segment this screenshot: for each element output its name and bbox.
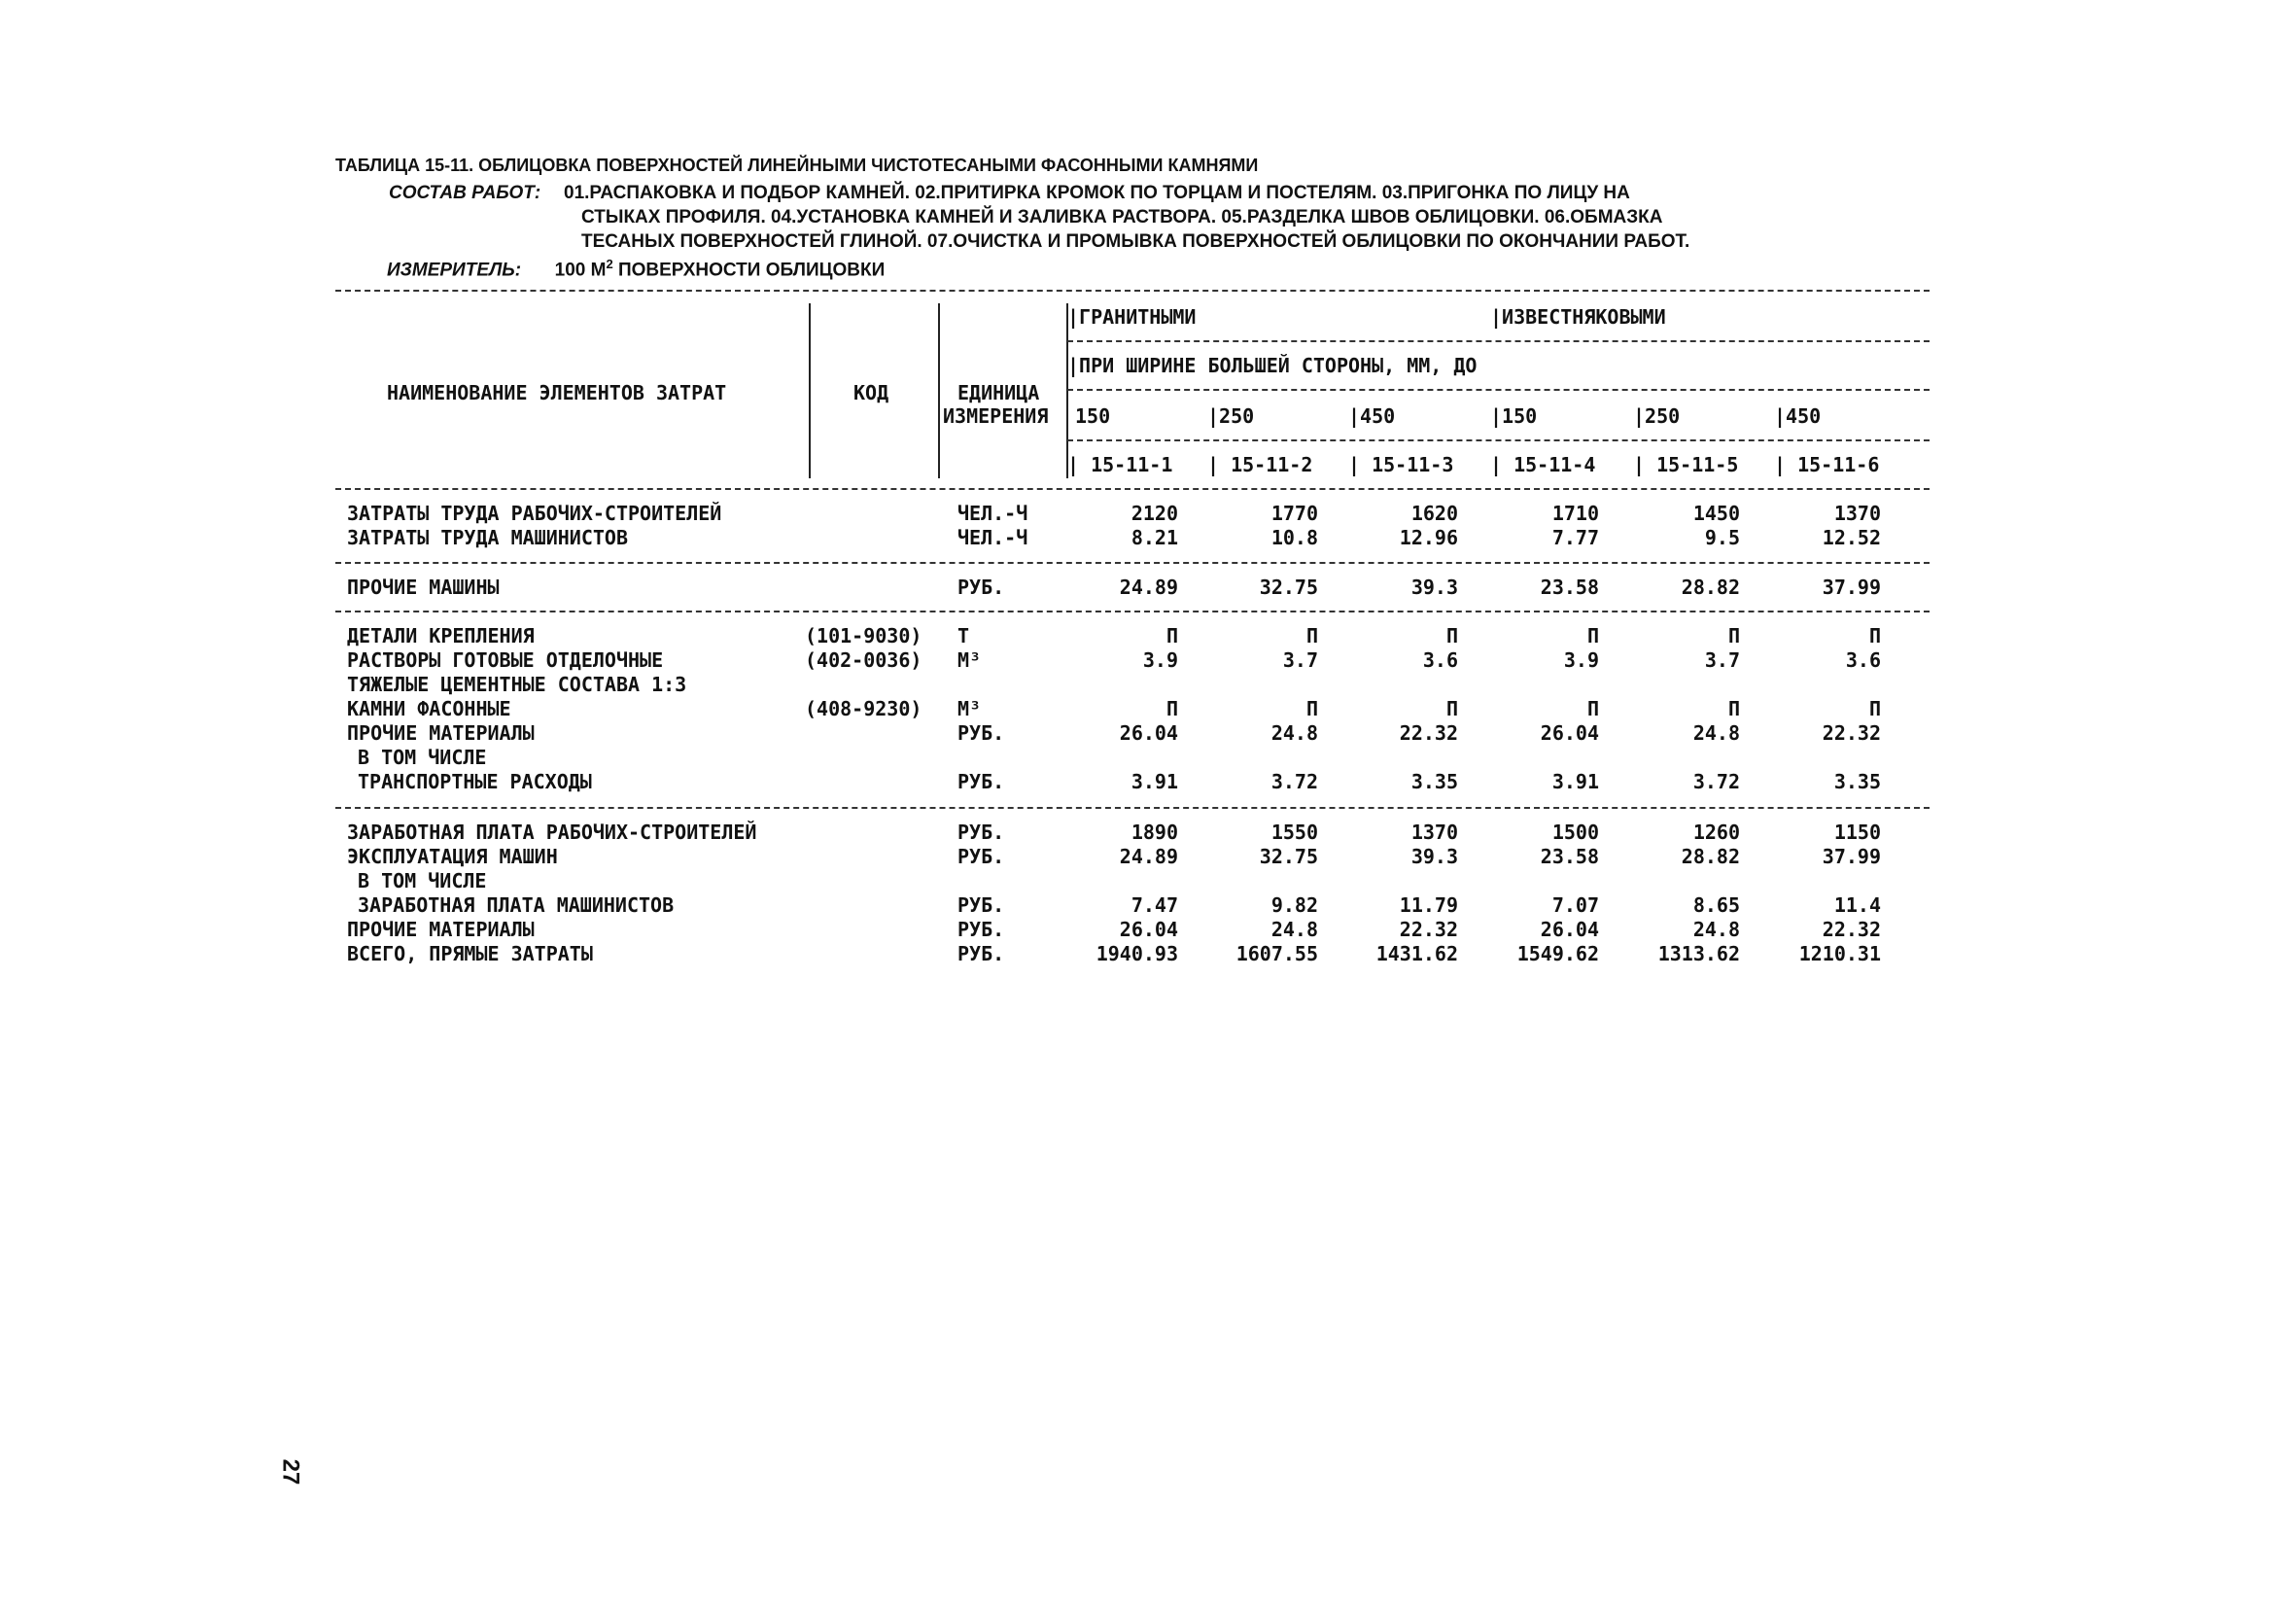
row-value: 1550 bbox=[1270, 821, 1318, 844]
meter-value-post: ПОВЕРХНОСТИ ОБЛИЦОВКИ bbox=[612, 260, 886, 281]
row-value: 22.32 bbox=[1822, 721, 1881, 745]
group-limestone: |ИЗВЕСТНЯКОВЫМИ bbox=[1490, 305, 1666, 329]
row-value: П bbox=[1305, 624, 1318, 647]
row-value: 3.35 bbox=[1410, 770, 1458, 793]
row-value: 1370 bbox=[1410, 821, 1458, 844]
norm-code-4-label: 15-11-4 bbox=[1513, 453, 1596, 476]
row-value: 9.82 bbox=[1270, 893, 1318, 917]
section-rule-2 bbox=[335, 611, 1930, 612]
row-value: 3.7 bbox=[1704, 648, 1740, 672]
row-value: 10.8 bbox=[1270, 526, 1318, 549]
row-value: 28.82 bbox=[1681, 576, 1740, 599]
table-top-rule bbox=[335, 290, 1930, 292]
header-subrule-3 bbox=[1067, 439, 1930, 441]
row-value: 1940.93 bbox=[1096, 942, 1178, 965]
row-value: 26.04 bbox=[1119, 721, 1178, 745]
row-value: 1370 bbox=[1833, 502, 1881, 525]
row-value: 32.75 bbox=[1259, 845, 1318, 868]
width-header-label: ПРИ ШИРИНЕ БОЛЬШЕЙ СТОРОНЫ, ММ, ДО bbox=[1079, 354, 1478, 377]
work-line-3: ТЕСАНЫХ ПОВЕРХНОСТЕЙ ГЛИНОЙ. 07.ОЧИСТКА И ПРОМЫВКА ПОВЕРХНОСТЕЙ ОБЛИЦОВКИ ПО ОКОНЧАНИИ РАБОТ. bbox=[581, 231, 1690, 252]
col-header-unit-1: ЕДИНИЦА bbox=[957, 381, 1040, 404]
row-name: ЗАТРАТЫ ТРУДА РАБОЧИХ-СТРОИТЕЛЕЙ bbox=[347, 502, 722, 525]
row-value: 8.21 bbox=[1131, 526, 1178, 549]
table-title: ТАБЛИЦА 15-11. ОБЛИЦОВКА ПОВЕРХНОСТЕЙ ЛИНЕЙНЫМИ ЧИСТОТЕСАНЫМИ ФАСОННЫМИ КАМНЯМИ bbox=[335, 156, 1259, 175]
row-value: 24.89 bbox=[1119, 576, 1178, 599]
size-5: |250 bbox=[1633, 404, 1681, 428]
row-name: ТЯЖЕЛЫЕ ЦЕМЕНТНЫЕ СОСТАВА 1:3 bbox=[347, 673, 687, 696]
row-value: 23.58 bbox=[1540, 576, 1599, 599]
row-value: 28.82 bbox=[1681, 845, 1740, 868]
norm-code-1-label: 15-11-1 bbox=[1091, 453, 1173, 476]
norm-code-3: | 15-11-3 bbox=[1348, 453, 1454, 476]
row-value: 3.91 bbox=[1131, 770, 1178, 793]
work-line-2: СТЫКАХ ПРОФИЛЯ. 04.УСТАНОВКА КАМНЕЙ И ЗАЛИВКА РАСТВОРА. 05.РАЗДЕЛКА ШВОВ ОБЛИЦОВКИ. 06.ОБМАЗКА bbox=[581, 207, 1663, 227]
row-value: 3.91 bbox=[1551, 770, 1599, 793]
group-limestone-label: ИЗВЕСТНЯКОВЫМИ bbox=[1502, 305, 1666, 329]
row-value: П bbox=[1868, 624, 1881, 647]
row-value: П bbox=[1586, 624, 1599, 647]
row-unit: РУБ. bbox=[957, 845, 1005, 868]
row-unit: РУБ. bbox=[957, 770, 1005, 793]
divider-name-code bbox=[809, 303, 811, 478]
row-unit: РУБ. bbox=[957, 918, 1005, 941]
row-value: 2120 bbox=[1131, 502, 1178, 525]
row-value: 24.89 bbox=[1119, 845, 1178, 868]
group-granite: |ГРАНИТНЫМИ bbox=[1067, 305, 1197, 329]
row-value: 1450 bbox=[1692, 502, 1740, 525]
row-value: 22.32 bbox=[1399, 721, 1458, 745]
row-name: ВСЕГО, ПРЯМЫЕ ЗАТРАТЫ bbox=[347, 942, 593, 965]
row-value: 1313.62 bbox=[1657, 942, 1740, 965]
section-rule-1 bbox=[335, 562, 1930, 564]
row-value: П bbox=[1868, 697, 1881, 720]
norm-code-2-label: 15-11-2 bbox=[1231, 453, 1313, 476]
norm-code-5-label: 15-11-5 bbox=[1656, 453, 1739, 476]
work-label: СОСТАВ РАБОТ: bbox=[389, 183, 541, 203]
row-name: КАМНИ ФАСОННЫЕ bbox=[347, 697, 511, 720]
row-value: 3.6 bbox=[1422, 648, 1458, 672]
row-name: РАСТВОРЫ ГОТОВЫЕ ОТДЕЛОЧНЫЕ bbox=[347, 648, 664, 672]
row-value: 1431.62 bbox=[1375, 942, 1458, 965]
row-value: 3.7 bbox=[1282, 648, 1318, 672]
row-value: 24.8 bbox=[1270, 918, 1318, 941]
work-composition-label bbox=[389, 183, 540, 204]
row-name: ПРОЧИЕ МАШИНЫ bbox=[347, 576, 500, 599]
row-value: 32.75 bbox=[1259, 576, 1318, 599]
size-6-label: 450 bbox=[1786, 404, 1822, 428]
row-name: ТРАНСПОРТНЫЕ РАСХОДЫ bbox=[358, 770, 592, 793]
row-value: 22.32 bbox=[1822, 918, 1881, 941]
size-1: 150 bbox=[1075, 404, 1111, 428]
row-value: 7.47 bbox=[1131, 893, 1178, 917]
row-value: 1549.62 bbox=[1516, 942, 1599, 965]
row-code: (402-0036) bbox=[805, 648, 922, 672]
meter-value-pre: 100 М bbox=[554, 260, 607, 281]
row-value: 1500 bbox=[1551, 821, 1599, 844]
norm-code-5: | 15-11-5 bbox=[1633, 453, 1739, 476]
row-value: 1607.55 bbox=[1235, 942, 1318, 965]
size-2-label: 250 bbox=[1219, 404, 1255, 428]
col-header-unit-2: ИЗМЕРЕНИЯ bbox=[943, 404, 1049, 428]
row-value: 1260 bbox=[1692, 821, 1740, 844]
width-header: |ПРИ ШИРИНЕ БОЛЬШЕЙ СТОРОНЫ, ММ, ДО bbox=[1067, 354, 1478, 377]
size-3: |450 bbox=[1348, 404, 1396, 428]
norm-code-6: | 15-11-6 bbox=[1774, 453, 1880, 476]
divider-unit-values bbox=[1066, 303, 1068, 478]
row-unit: ЧЕЛ.-Ч bbox=[957, 502, 1028, 525]
row-unit: РУБ. bbox=[957, 942, 1005, 965]
meter-line bbox=[387, 257, 885, 281]
row-value: П bbox=[1445, 697, 1458, 720]
row-name: ЗАТРАТЫ ТРУДА МАШИНИСТОВ bbox=[347, 526, 628, 549]
row-name: ЗАРАБОТНАЯ ПЛАТА РАБОЧИХ-СТРОИТЕЛЕЙ bbox=[347, 821, 757, 844]
row-value: П bbox=[1305, 697, 1318, 720]
row-value: П bbox=[1165, 697, 1178, 720]
row-name: ПРОЧИЕ МАТЕРИАЛЫ bbox=[347, 721, 535, 745]
row-value: 8.65 bbox=[1692, 893, 1740, 917]
row-value: 24.8 bbox=[1692, 721, 1740, 745]
col-header-code: КОД bbox=[853, 381, 889, 404]
row-name: ПРОЧИЕ МАТЕРИАЛЫ bbox=[347, 918, 535, 941]
row-unit: РУБ. bbox=[957, 893, 1005, 917]
size-2: |250 bbox=[1207, 404, 1255, 428]
row-unit: М³ bbox=[957, 648, 982, 672]
meter-label: ИЗМЕРИТЕЛЬ: bbox=[387, 260, 522, 281]
row-unit: РУБ. bbox=[957, 721, 1005, 745]
row-value: 37.99 bbox=[1822, 845, 1881, 868]
row-value: 22.32 bbox=[1399, 918, 1458, 941]
norm-code-1: | 15-11-1 bbox=[1067, 453, 1173, 476]
row-value: 37.99 bbox=[1822, 576, 1881, 599]
row-value: 39.3 bbox=[1410, 576, 1458, 599]
row-value: 9.5 bbox=[1704, 526, 1740, 549]
size-6: |450 bbox=[1774, 404, 1822, 428]
row-value: 7.77 bbox=[1551, 526, 1599, 549]
row-value: 12.52 bbox=[1822, 526, 1881, 549]
row-value: 7.07 bbox=[1551, 893, 1599, 917]
work-line-1: 01.РАСПАКОВКА И ПОДБОР КАМНЕЙ. 02.ПРИТИРКА КРОМОК ПО ТОРЦАМ И ПОСТЕЛЯМ. 03.ПРИГОНКА ПО ЛИЦУ НА bbox=[564, 183, 1630, 203]
row-value: 26.04 bbox=[1119, 918, 1178, 941]
row-value: П bbox=[1727, 624, 1740, 647]
row-name: В ТОМ ЧИСЛЕ bbox=[358, 869, 487, 892]
row-name: ЭКСПЛУАТАЦИЯ МАШИН bbox=[347, 845, 558, 868]
header-bottom-rule bbox=[335, 488, 1930, 490]
row-value: 3.35 bbox=[1833, 770, 1881, 793]
row-unit: РУБ. bbox=[957, 576, 1005, 599]
col-header-name: НАИМЕНОВАНИЕ ЭЛЕМЕНТОВ ЗАТРАТ bbox=[387, 381, 727, 404]
header-subrule-1 bbox=[1067, 340, 1930, 342]
norm-code-6-label: 15-11-6 bbox=[1797, 453, 1880, 476]
row-value: 39.3 bbox=[1410, 845, 1458, 868]
row-unit: Т bbox=[957, 624, 970, 647]
meter-value-sup: 2 bbox=[606, 257, 613, 271]
norm-code-2: | 15-11-2 bbox=[1207, 453, 1313, 476]
section-rule-3 bbox=[335, 807, 1930, 809]
row-value: 1150 bbox=[1833, 821, 1881, 844]
row-value: 3.6 bbox=[1845, 648, 1881, 672]
row-value: 3.9 bbox=[1563, 648, 1599, 672]
row-value: 11.4 bbox=[1833, 893, 1881, 917]
divider-code-unit bbox=[938, 303, 940, 478]
group-granite-label: ГРАНИТНЫМИ bbox=[1079, 305, 1197, 329]
row-value: П bbox=[1165, 624, 1178, 647]
row-name: ЗАРАБОТНАЯ ПЛАТА МАШИНИСТОВ bbox=[358, 893, 675, 917]
row-value: 12.96 bbox=[1399, 526, 1458, 549]
row-value: П bbox=[1445, 624, 1458, 647]
row-code: (408-9230) bbox=[805, 697, 922, 720]
size-5-label: 250 bbox=[1645, 404, 1681, 428]
row-unit: РУБ. bbox=[957, 821, 1005, 844]
size-4: |150 bbox=[1490, 404, 1538, 428]
row-value: 26.04 bbox=[1540, 918, 1599, 941]
row-value: 11.79 bbox=[1399, 893, 1458, 917]
row-code: (101-9030) bbox=[805, 624, 922, 647]
row-value: 1710 bbox=[1551, 502, 1599, 525]
header-subrule-2 bbox=[1067, 389, 1930, 391]
row-value: 26.04 bbox=[1540, 721, 1599, 745]
row-value: 1210.31 bbox=[1798, 942, 1881, 965]
row-value: 1890 bbox=[1131, 821, 1178, 844]
row-value: 3.72 bbox=[1270, 770, 1318, 793]
row-value: 24.8 bbox=[1692, 918, 1740, 941]
norm-code-4: | 15-11-4 bbox=[1490, 453, 1596, 476]
row-unit: ЧЕЛ.-Ч bbox=[957, 526, 1028, 549]
row-value: 3.9 bbox=[1142, 648, 1178, 672]
row-value: 3.72 bbox=[1692, 770, 1740, 793]
size-4-label: 150 bbox=[1502, 404, 1538, 428]
row-unit: М³ bbox=[957, 697, 982, 720]
row-value: П bbox=[1727, 697, 1740, 720]
row-value: 24.8 bbox=[1270, 721, 1318, 745]
size-3-label: 450 bbox=[1360, 404, 1396, 428]
norm-code-3-label: 15-11-3 bbox=[1372, 453, 1454, 476]
row-value: 1620 bbox=[1410, 502, 1458, 525]
row-name: ДЕТАЛИ КРЕПЛЕНИЯ bbox=[347, 624, 535, 647]
row-value: 23.58 bbox=[1540, 845, 1599, 868]
row-name: В ТОМ ЧИСЛЕ bbox=[358, 746, 487, 769]
page-number: 27 bbox=[277, 1458, 304, 1486]
row-value: П bbox=[1586, 697, 1599, 720]
row-value: 1770 bbox=[1270, 502, 1318, 525]
